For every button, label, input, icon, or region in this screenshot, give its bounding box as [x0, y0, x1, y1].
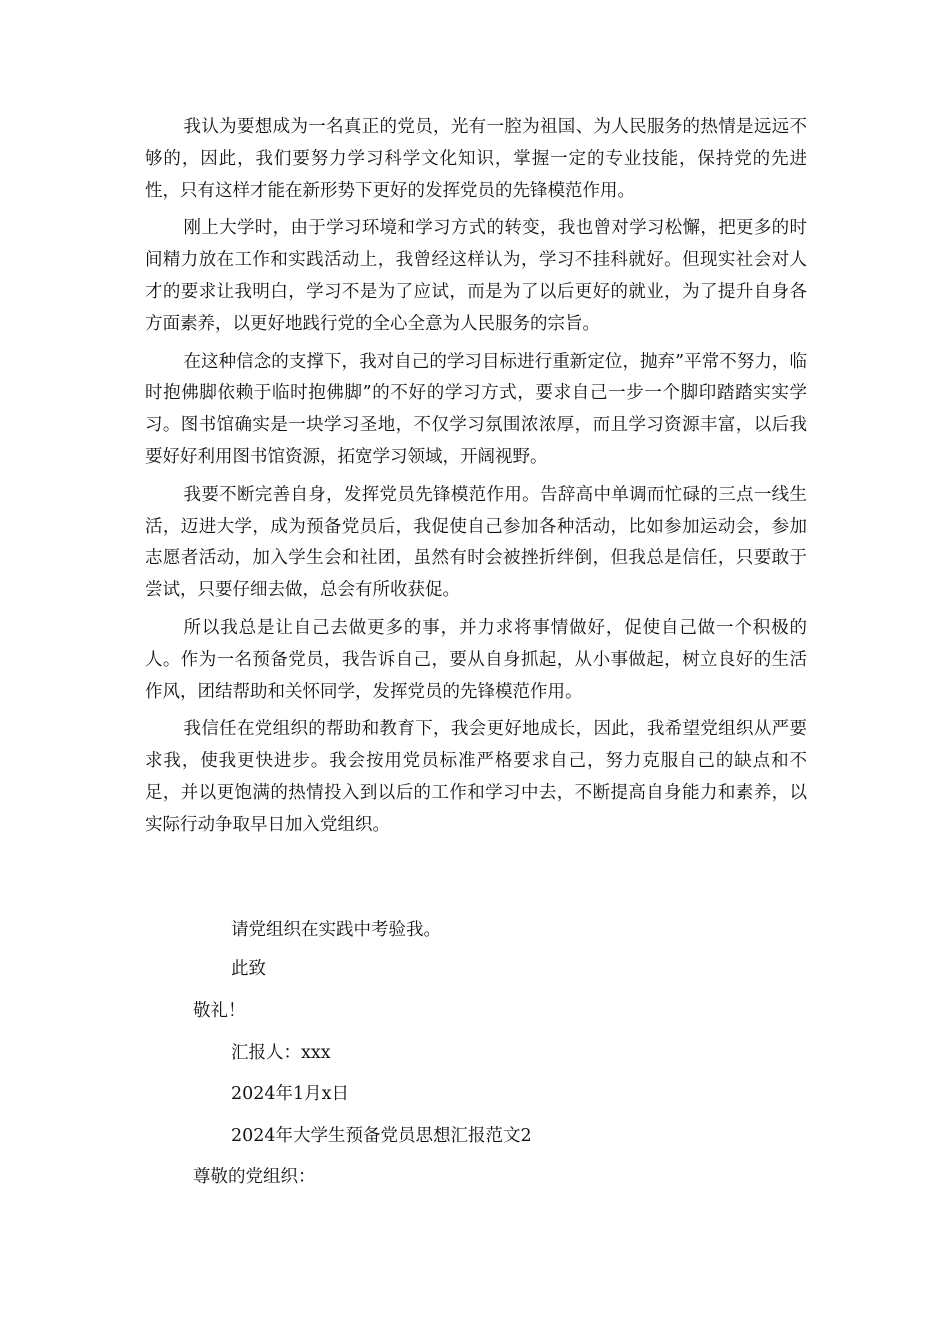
report-body: [145, 112, 807, 848]
next-greeting: 尊敬的党组织：: [193, 1167, 316, 1187]
respect-line: 敬礼！: [193, 1001, 246, 1021]
next-document-title: 2024年大学生预备党员思想汇报范文2: [231, 1126, 532, 1146]
paragraph-4: 我要不断完善自身，发挥党员先锋模范作用。告辞高中单调而忙碌的三点一线生活，迈进大学，成为预备党员后，我促使自己参加各种活动，比如参加运动会，参加志愿者活动，加入学生会和社团，虽然有时会被挫折绊倒，但我总是信任，只要敢于尝试，只要仔细去做，总会有所收获促。: [145, 484, 807, 601]
paragraph-5: 所以我总是让自己去做更多的事，并力求将事情做好，促使自己做一个积极的人。作为一名预备党员，我告诉自己，要从自身抓起，从小事做起，树立良好的生活作风，团结帮助和关怀同学，发挥党员的先锋模范作用。: [145, 617, 807, 702]
paragraph-3: 在这种信念的支撑下，我对自己的学习目标进行重新定位，抛弃”平常不努力，临时抱佛脚依赖于临时抱佛脚”的不好的学习方式，要求自己一步一个脚印踏踏实实学习。图书馆确实是一块学习圣地，不仅学习氛围浓浓厚，而且学习资源丰富，以后我要好好利用图书馆资源，拓宽学习领域，开阔视野。: [145, 351, 807, 467]
salutation-close: 此致: [231, 959, 266, 979]
reporter-line: 汇报人：xxx: [231, 1043, 331, 1063]
request-line: 请党组织在实践中考验我。: [231, 920, 441, 940]
paragraph-6: 我信任在党组织的帮助和教育下，我会更好地成长，因此，我希望党组织从严要求我，使我更快进步。我会按用党员标准严格要求自己，努力克服自己的缺点和不足，并以更饱满的热情投入到以后的工作和学习中去，不断提高自身能力和素养，以实际行动争取早日加入党组织。: [145, 719, 807, 835]
paragraph-2: 刚上大学时，由于学习环境和学习方式的转变，我也曾对学习松懈，把更多的时间精力放在工作和实践活动上，我曾经这样认为，学习不挂科就好。但现实社会对人才的要求让我明白，学习不是为了应试，而是为了以后更好的就业，为了提升自身各方面素养，以更好地践行党的全心全意为人民服务的宗旨。: [145, 218, 807, 334]
paragraph-1: 我认为要想成为一名真正的党员，光有一腔为祖国、为人民服务的热情是远远不够的，因此，我们要努力学习科学文化知识，掌握一定的专业技能，保持党的先进性，只有这样才能在新形势下更好的发挥党员的先锋模范作用。: [145, 117, 807, 201]
report-date: 2024年1月x日: [231, 1084, 350, 1104]
